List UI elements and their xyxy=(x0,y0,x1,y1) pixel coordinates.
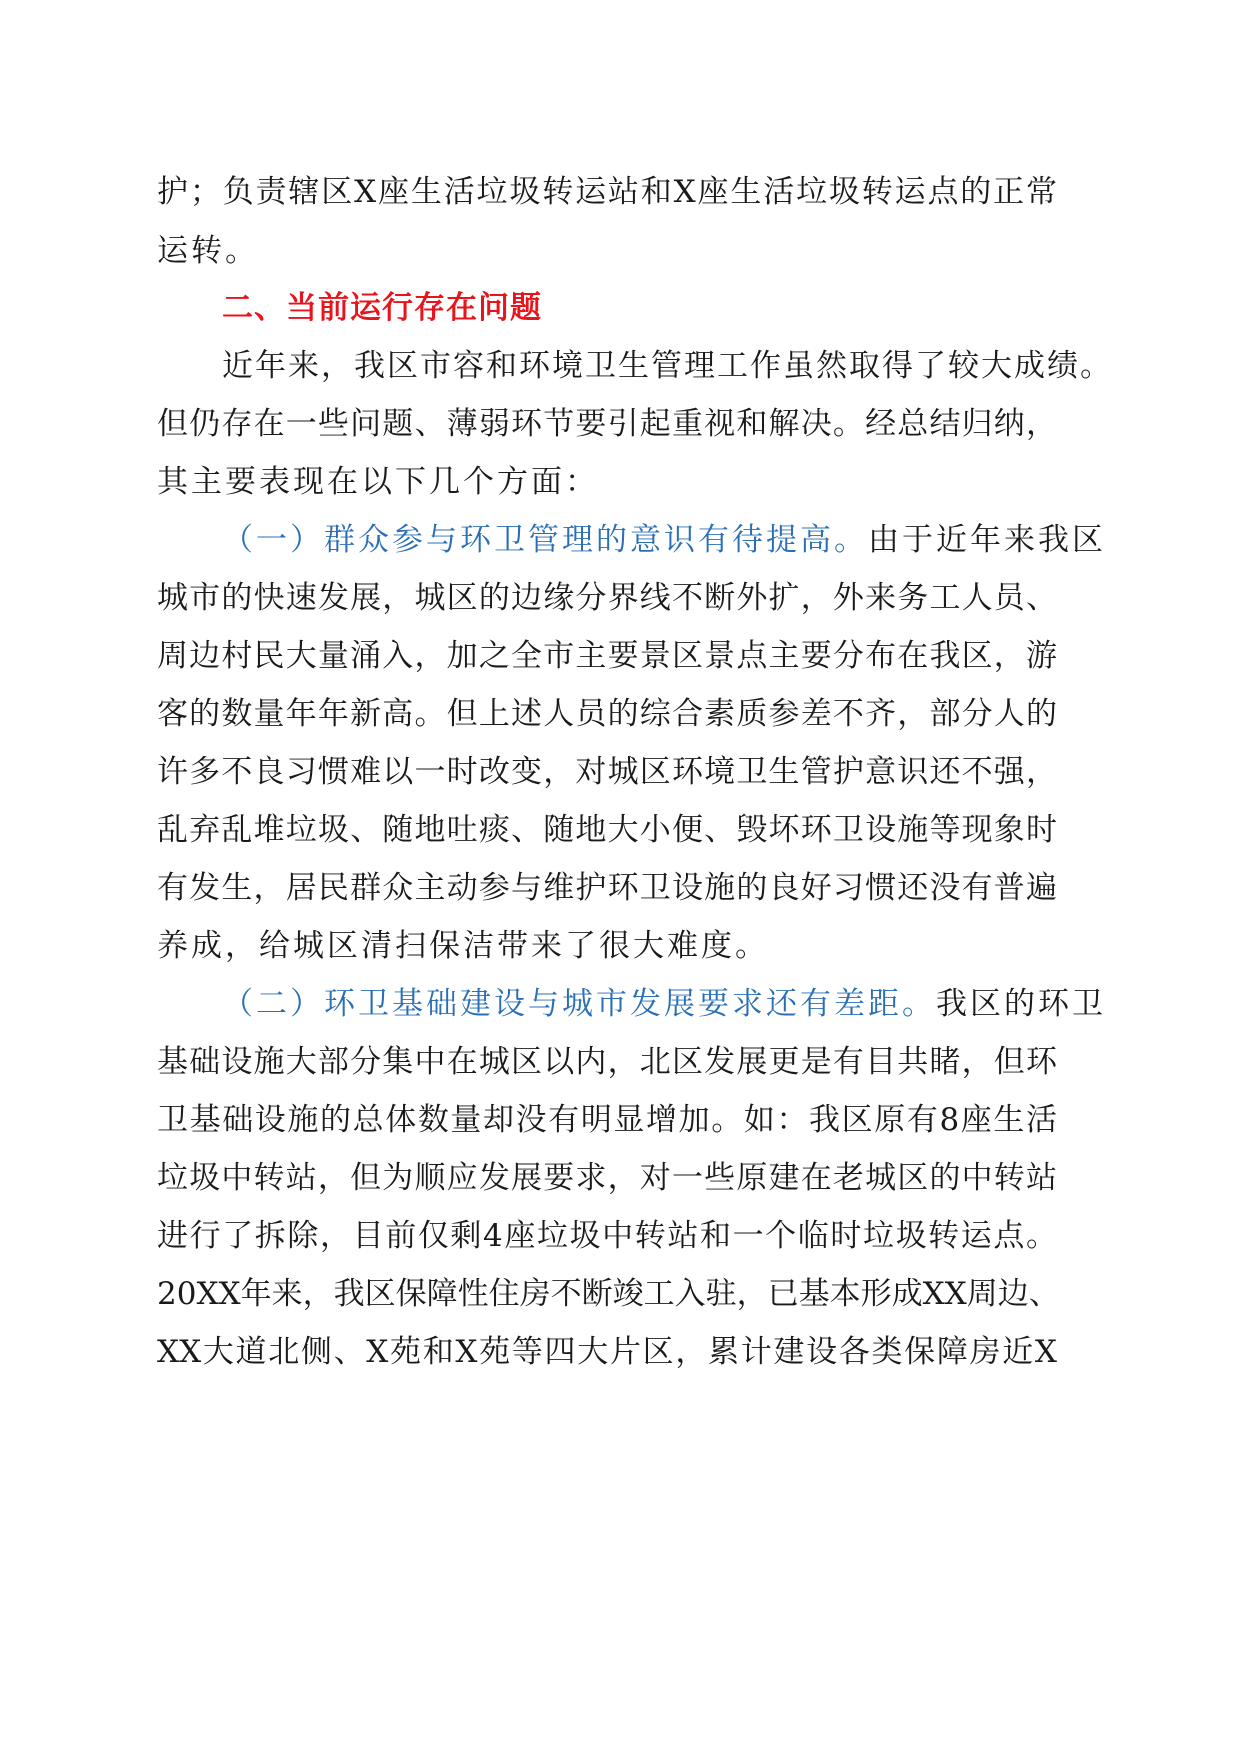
paragraph-line: 许多不良习惯难以一时改变，对城区环境卫生管护意识还不强， xyxy=(157,754,1057,790)
paragraph-line: 护；负责辖区X座生活垃圾转运站和X座生活垃圾转运点的正常 xyxy=(157,174,1057,210)
paragraph-line: 进行了拆除，目前仅剩4座垃圾中转站和一个临时垃圾转运点。 xyxy=(157,1218,1057,1254)
subheading-line xyxy=(222,520,1106,560)
paragraph-line: 垃圾中转站，但为顺应发展要求，对一些原建在老城区的中转站 xyxy=(157,1160,1057,1196)
paragraph-line: XX大道北侧、X苑和X苑等四大片区，累计建设各类保障房近X xyxy=(157,1334,1057,1370)
paragraph-line: 近年来，我区市容和环境卫生管理工作虽然取得了较大成绩。 xyxy=(222,348,1113,384)
paragraph-line: 城市的快速发展，城区的边缘分界线不断外扩，外来务工人员、 xyxy=(157,580,1057,616)
paragraph-text: 我区的环卫 xyxy=(936,986,1106,1022)
paragraph-line: 基础设施大部分集中在城区以内，北区发展更是有目共睹，但环 xyxy=(157,1044,1057,1080)
paragraph-line: 其主要表现在以下几个方面： xyxy=(157,464,599,500)
paragraph-line: 周边村民大量涌入，加之全市主要景区景点主要分布在我区，游 xyxy=(157,638,1057,674)
subheading-two: （二）环卫基础建设与城市发展要求还有差距。 xyxy=(222,986,936,1022)
paragraph-line: 客的数量年年新高。但上述人员的综合素质参差不齐，部分人的 xyxy=(157,696,1057,732)
subheading-line xyxy=(222,984,1106,1024)
section-heading: 二、当前运行存在问题 xyxy=(222,290,542,326)
paragraph-line: 卫基础设施的总体数量却没有明显增加。如：我区原有8座生活 xyxy=(157,1102,1057,1138)
paragraph-line: 但仍存在一些问题、薄弱环节要引起重视和解决。经总结归纳， xyxy=(157,406,1057,442)
subheading-one: （一）群众参与环卫管理的意识有待提高。 xyxy=(222,522,868,558)
paragraph-line: 有发生，居民群众主动参与维护环卫设施的良好习惯还没有普遍 xyxy=(157,870,1057,906)
paragraph-line: 20XX年来，我区保障性住房不断竣工入驻，已基本形成XX周边、 xyxy=(157,1276,1060,1312)
paragraph-line: 运转。 xyxy=(157,233,259,269)
paragraph-line: 乱弃乱堆垃圾、随地吐痰、随地大小便、毁坏环卫设施等现象时 xyxy=(157,812,1057,848)
paragraph-line: 养成，给城区清扫保洁带来了很大难度。 xyxy=(157,928,769,964)
paragraph-text: 由于近年来我区 xyxy=(868,522,1106,558)
